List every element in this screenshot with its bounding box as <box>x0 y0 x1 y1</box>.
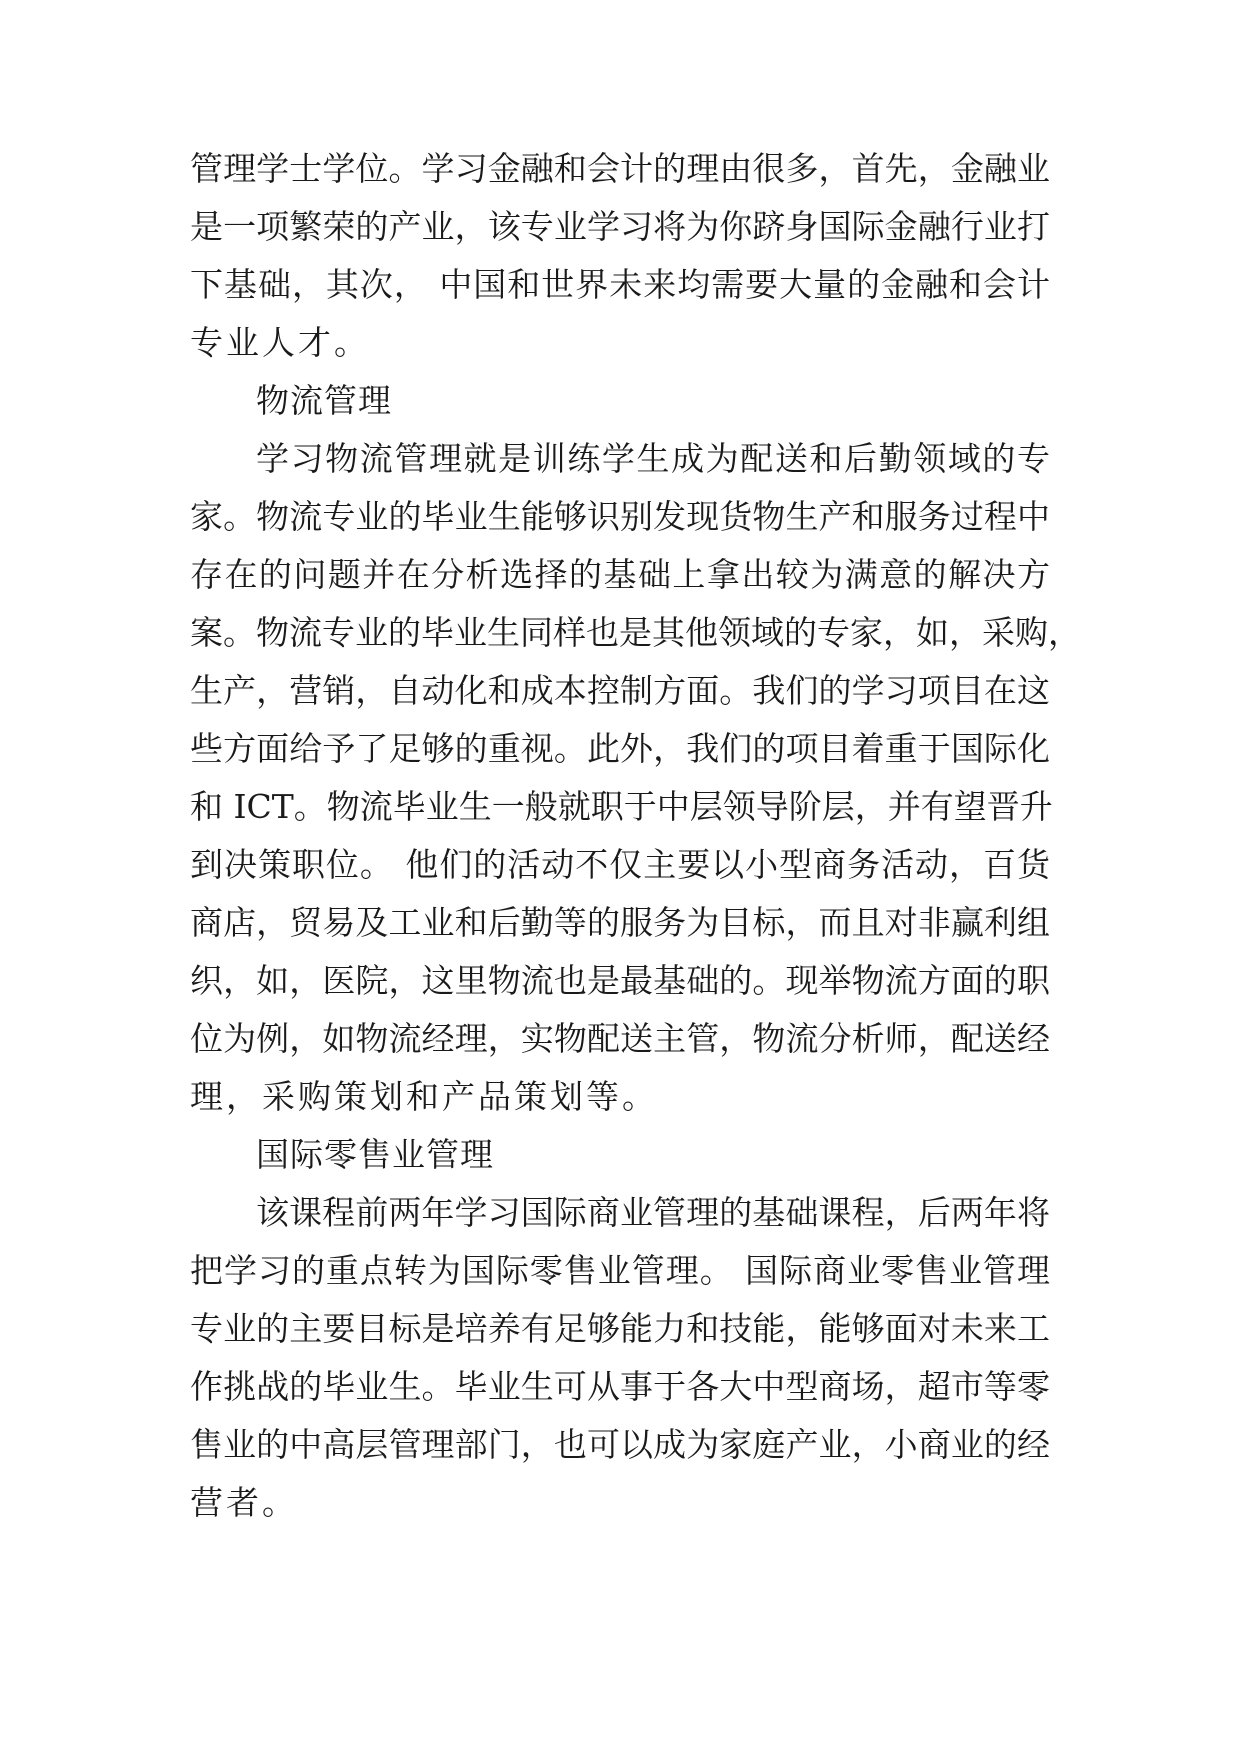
paragraph-line: 理，采购策划和产品策划等。 <box>190 1077 658 1116</box>
paragraph-line: 营者。 <box>190 1483 298 1522</box>
paragraph-line: 家。物流专业的毕业生能够识别发现货物生产和服务过程中 <box>190 497 1050 536</box>
paragraph-line: 些方面给予了足够的重视。此外，我们的项目着重于国际化 <box>190 729 1050 768</box>
paragraph-line: 作挑战的毕业生。毕业生可从事于各大中型商场，超市等零 <box>190 1367 1050 1406</box>
paragraph-line: 存在的问题并在分析选择的基础上拿出较为满意的解决方 <box>190 555 1050 594</box>
paragraph-line: 下基础，其次， 中国和世界未来均需要大量的金融和会计 <box>190 265 1050 304</box>
paragraph-line: 织，如，医院，这里物流也是最基础的。现举物流方面的职 <box>190 961 1050 1000</box>
paragraph-line: 到决策职位。 他们的活动不仅主要以小型商务活动，百货 <box>190 845 1050 884</box>
section-heading: 物流管理 <box>256 381 392 420</box>
paragraph-line: 和 ICT。物流毕业生一般就职于中层领导阶层，并有望晋升 <box>190 787 1053 826</box>
paragraph-line: 专业的主要目标是培养有足够能力和技能，能够面对未来工 <box>190 1309 1050 1348</box>
paragraph-line: 专业人才。 <box>190 323 370 362</box>
paragraph-line: 管理学士学位。学习金融和会计的理由很多，首先，金融业 <box>190 149 1050 188</box>
paragraph-line: 是一项繁荣的产业，该专业学习将为你跻身国际金融行业打 <box>190 207 1050 246</box>
paragraph-line: 学习物流管理就是训练学生成为配送和后勤领域的专 <box>256 439 1050 478</box>
paragraph-line: 案。物流专业的毕业生同样也是其他领域的专家，如，采购， <box>190 613 1081 652</box>
paragraph-line: 售业的中高层管理部门，也可以成为家庭产业，小商业的经 <box>190 1425 1050 1464</box>
paragraph-line: 商店，贸易及工业和后勤等的服务为目标，而且对非赢利组 <box>190 903 1050 942</box>
paragraph-line: 把学习的重点转为国际零售业管理。 国际商业零售业管理 <box>190 1251 1050 1290</box>
section-heading: 国际零售业管理 <box>256 1135 494 1174</box>
paragraph-line: 该课程前两年学习国际商业管理的基础课程，后两年将 <box>256 1193 1050 1232</box>
paragraph-line: 位为例，如物流经理，实物配送主管，物流分析师，配送经 <box>190 1019 1050 1058</box>
paragraph-line: 生产，营销，自动化和成本控制方面。我们的学习项目在这 <box>190 671 1050 710</box>
